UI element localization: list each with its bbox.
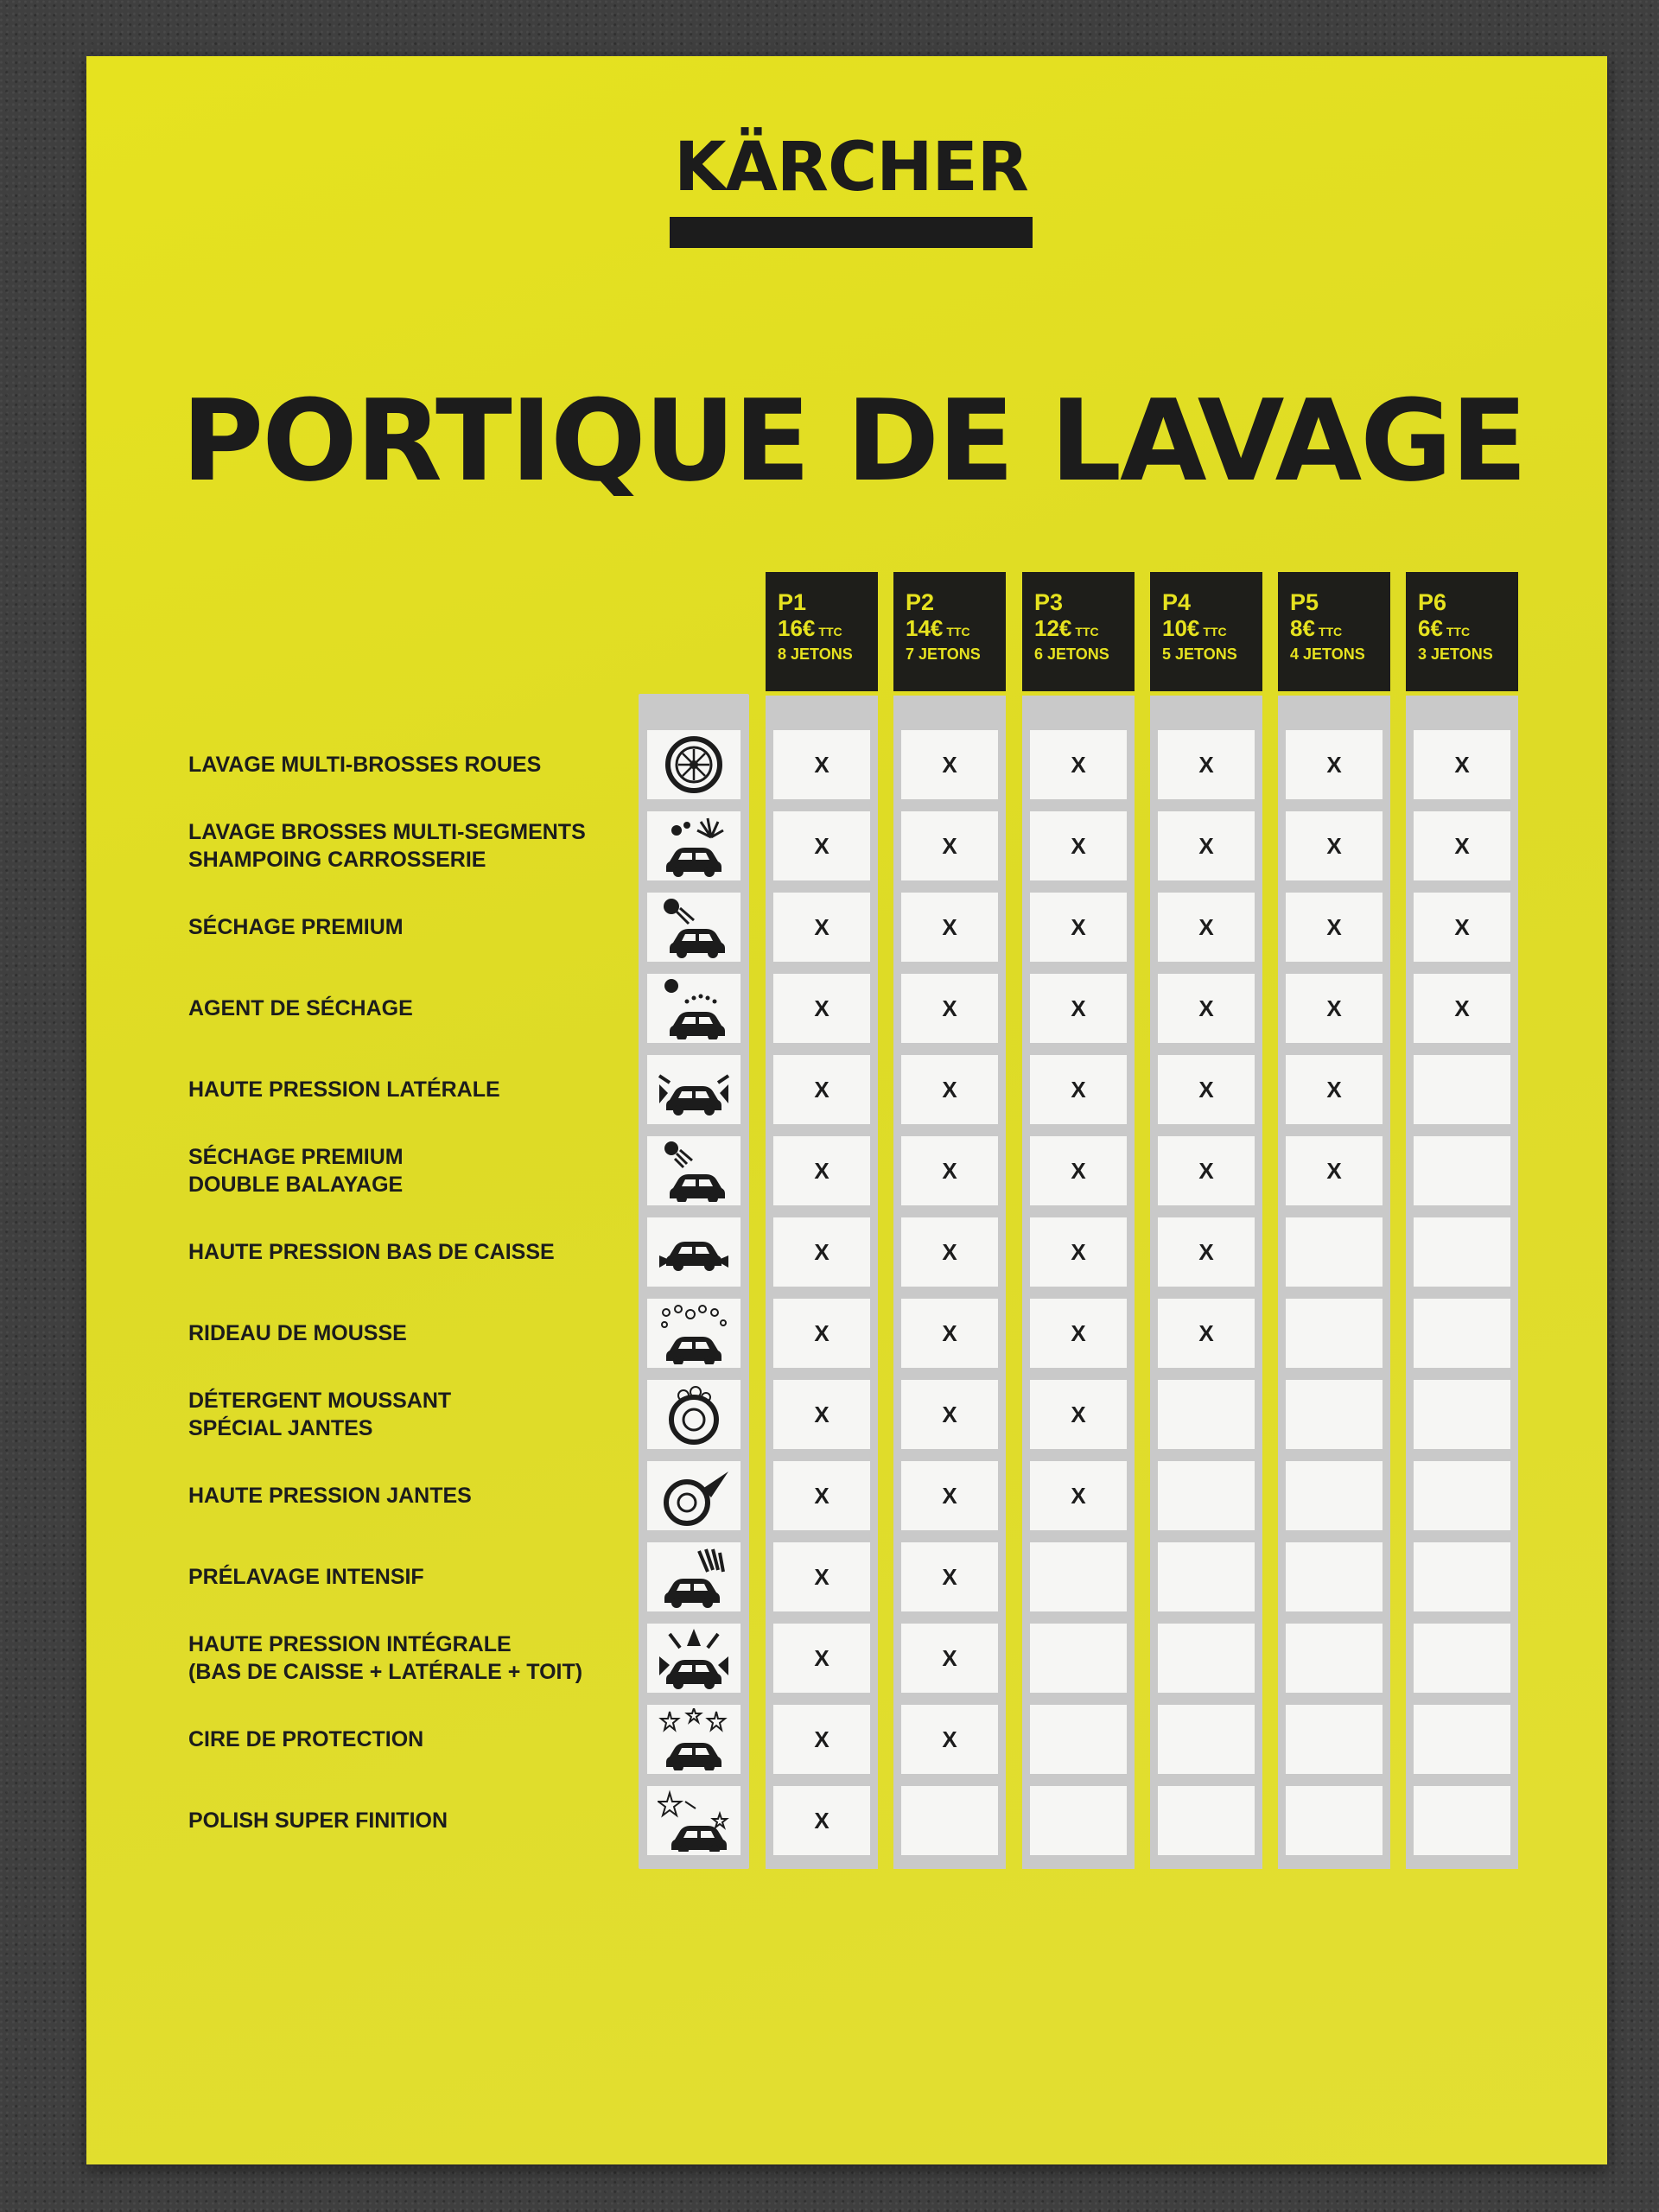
feature-check-cell [1414, 1705, 1510, 1774]
feature-check-cell [1286, 1624, 1382, 1693]
feature-label: LAVAGE BROSSES MULTI-SEGMENTS SHAMPOING CARROSSERIE [188, 820, 586, 872]
feature-label: POLISH SUPER FINITION [188, 1808, 448, 1833]
feature-check-cell [1030, 1624, 1127, 1693]
feature-check-cell [1286, 1380, 1382, 1449]
service-icon-cell [647, 811, 741, 880]
plan-tokens: 5 JETONS [1162, 645, 1237, 663]
plan-column-p4 [1150, 572, 1262, 1872]
underbody-pressure-icon [658, 1221, 730, 1283]
service-icon-cell [647, 1705, 741, 1774]
plan-price [1162, 615, 1262, 645]
feature-check-cell: X [773, 893, 870, 962]
feature-check-cell [1414, 1542, 1510, 1611]
feature-check-cell: X [901, 1542, 998, 1611]
feature-check-cell: X [773, 1380, 870, 1449]
plan-price [906, 615, 1006, 645]
feature-label: HAUTE PRESSION JANTES [188, 1484, 472, 1508]
feature-check-cell [1158, 1624, 1255, 1693]
foam-curtain-icon [658, 1302, 730, 1364]
plan-tokens: 6 JETONS [1034, 645, 1109, 663]
service-icon-cell [647, 1786, 741, 1855]
feature-check-cell: X [1414, 974, 1510, 1043]
feature-label: LAVAGE MULTI-BROSSES ROUES [188, 753, 542, 777]
feature-check-cell: X [1286, 730, 1382, 799]
feature-check-cell: X [901, 1461, 998, 1530]
feature-check-cell: X [1158, 1299, 1255, 1368]
plan-tokens: 8 JETONS [778, 645, 853, 663]
feature-label: CIRE DE PROTECTION [188, 1727, 424, 1751]
feature-label: HAUTE PRESSION INTÉGRALE (BAS DE CAISSE + LATÉRALE + TOIT) [188, 1632, 583, 1684]
feature-check-cell: X [1286, 811, 1382, 880]
plan-price-value: 14€ [906, 615, 944, 641]
plan-price [1290, 615, 1390, 645]
feature-check-cell: X [1158, 1136, 1255, 1205]
feature-check-cell: X [901, 811, 998, 880]
feature-check-cell [901, 1786, 998, 1855]
side-pressure-icon [658, 1058, 730, 1121]
service-icon-cell [647, 1380, 741, 1449]
feature-check-cell: X [901, 1624, 998, 1693]
feature-check-cell: X [773, 974, 870, 1043]
double-dryer-icon [658, 1140, 730, 1202]
feature-check-cell: X [1030, 893, 1127, 962]
feature-check-cell: X [773, 1299, 870, 1368]
service-icon-cell [647, 1542, 741, 1611]
feature-check-cell: X [901, 1217, 998, 1287]
feature-check-cell: X [1030, 1380, 1127, 1449]
plan-ttc: TTC [1318, 625, 1343, 639]
feature-check-cell: X [773, 730, 870, 799]
plan-name: P6 [1418, 589, 1447, 615]
feature-check-cell: X [1158, 1055, 1255, 1124]
plan-header [1278, 572, 1390, 691]
service-icon-cell [647, 1461, 741, 1530]
wax-icon [658, 1708, 730, 1770]
feature-check-cell [1414, 1299, 1510, 1368]
plan-tokens: 7 JETONS [906, 645, 981, 663]
plan-body [1406, 696, 1518, 1869]
logo-bar [670, 217, 1033, 248]
drying-agent-icon [658, 977, 730, 1039]
plan-name: P5 [1290, 589, 1319, 615]
feature-label: HAUTE PRESSION LATÉRALE [188, 1077, 500, 1102]
feature-check-cell: X [1030, 1217, 1127, 1287]
plan-header [1150, 572, 1262, 691]
karcher-logo [670, 129, 1033, 248]
plan-name: P1 [778, 589, 807, 615]
rim-pressure-icon [658, 1465, 730, 1527]
plan-column-p5 [1278, 572, 1390, 1872]
feature-check-cell [1030, 1705, 1127, 1774]
brand-name: KÄRCHER [674, 129, 1028, 207]
feature-check-cell [1286, 1299, 1382, 1368]
plan-header [766, 572, 878, 691]
feature-check-cell: X [901, 1136, 998, 1205]
rim-foam-icon [658, 1383, 730, 1446]
feature-check-cell: X [1414, 893, 1510, 962]
plan-column-p6 [1406, 572, 1518, 1872]
full-pressure-icon [658, 1627, 730, 1689]
feature-check-cell: X [1158, 974, 1255, 1043]
plan-header [1022, 572, 1135, 691]
wheel-brush-icon [658, 734, 730, 796]
plan-ttc: TTC [1203, 625, 1227, 639]
feature-check-cell [1286, 1461, 1382, 1530]
feature-check-cell [1158, 1461, 1255, 1530]
plan-tokens: 4 JETONS [1290, 645, 1365, 663]
service-icon-cell [647, 1136, 741, 1205]
prewash-icon [658, 1546, 730, 1608]
service-icon-column [639, 694, 749, 1869]
feature-check-cell: X [1030, 730, 1127, 799]
feature-check-cell [1158, 1380, 1255, 1449]
feature-check-cell: X [1158, 1217, 1255, 1287]
plan-name: P4 [1162, 589, 1192, 615]
feature-label: SÉCHAGE PREMIUM [188, 915, 404, 939]
feature-check-cell: X [1414, 730, 1510, 799]
feature-check-cell: X [901, 1380, 998, 1449]
feature-check-cell: X [901, 1705, 998, 1774]
feature-check-cell [1286, 1542, 1382, 1611]
feature-check-cell [1158, 1705, 1255, 1774]
plan-price [1034, 615, 1135, 645]
feature-check-cell: X [773, 1055, 870, 1124]
plan-column-p1 [766, 572, 878, 1872]
feature-check-cell: X [901, 730, 998, 799]
plan-price-value: 16€ [778, 615, 816, 641]
feature-check-cell [1414, 1055, 1510, 1124]
feature-check-cell: X [901, 893, 998, 962]
feature-check-cell: X [1030, 1055, 1127, 1124]
plan-price-value: 8€ [1290, 615, 1315, 641]
feature-check-cell [1158, 1542, 1255, 1611]
feature-check-cell: X [773, 1136, 870, 1205]
plan-ttc: TTC [818, 625, 842, 639]
plan-name: P3 [1034, 589, 1064, 615]
plan-price [778, 615, 878, 645]
feature-check-cell: X [773, 1542, 870, 1611]
plan-body [1150, 696, 1262, 1869]
feature-check-cell: X [1030, 1299, 1127, 1368]
feature-check-cell: X [1286, 893, 1382, 962]
feature-check-cell: X [901, 974, 998, 1043]
plan-price [1418, 615, 1518, 645]
page-title: PORTIQUE DE LAVAGE [181, 375, 1526, 506]
feature-check-cell: X [773, 1461, 870, 1530]
plan-body [766, 696, 878, 1869]
feature-label: PRÉLAVAGE INTENSIF [188, 1565, 424, 1589]
service-icon-cell [647, 1217, 741, 1287]
plan-ttc: TTC [1446, 625, 1471, 639]
feature-check-cell [1030, 1786, 1127, 1855]
polish-icon [658, 1789, 730, 1852]
feature-check-cell [1286, 1217, 1382, 1287]
feature-check-cell: X [773, 1217, 870, 1287]
feature-check-cell [1414, 1380, 1510, 1449]
feature-check-cell: X [1158, 811, 1255, 880]
feature-check-cell [1414, 1624, 1510, 1693]
plan-column-p2 [893, 572, 1006, 1872]
plan-price-value: 12€ [1034, 615, 1072, 641]
feature-check-cell: X [1286, 974, 1382, 1043]
price-poster [86, 56, 1607, 2164]
feature-check-cell: X [773, 1624, 870, 1693]
plan-body [893, 696, 1006, 1869]
feature-check-cell: X [1414, 811, 1510, 880]
service-icon-cell [647, 730, 741, 799]
service-icon-cell [647, 893, 741, 962]
plan-price-value: 10€ [1162, 615, 1200, 641]
plan-column-p3 [1022, 572, 1135, 1872]
feature-label: RIDEAU DE MOUSSE [188, 1321, 407, 1345]
plan-ttc: TTC [946, 625, 970, 639]
feature-check-cell: X [1158, 893, 1255, 962]
feature-check-cell: X [901, 1055, 998, 1124]
feature-check-cell [1414, 1217, 1510, 1287]
feature-check-cell: X [1030, 1461, 1127, 1530]
feature-check-cell: X [1030, 974, 1127, 1043]
plan-name: P2 [906, 589, 935, 615]
feature-check-cell [1414, 1136, 1510, 1205]
service-icon-cell [647, 1055, 741, 1124]
feature-check-cell: X [901, 1299, 998, 1368]
service-icon-cell [647, 1624, 741, 1693]
feature-check-cell: X [1158, 730, 1255, 799]
feature-check-cell: X [773, 1786, 870, 1855]
feature-check-cell [1414, 1786, 1510, 1855]
feature-check-cell: X [1286, 1055, 1382, 1124]
plan-ttc: TTC [1075, 625, 1099, 639]
feature-check-cell: X [1030, 1136, 1127, 1205]
feature-check-cell: X [773, 1705, 870, 1774]
plan-header [893, 572, 1006, 691]
feature-check-cell [1158, 1786, 1255, 1855]
plan-tokens: 3 JETONS [1418, 645, 1493, 663]
plan-body [1022, 696, 1135, 1869]
feature-check-cell [1414, 1461, 1510, 1530]
feature-check-cell: X [773, 811, 870, 880]
feature-check-cell [1286, 1786, 1382, 1855]
plan-price-value: 6€ [1418, 615, 1443, 641]
feature-check-cell: X [1286, 1136, 1382, 1205]
service-icon-cell [647, 974, 741, 1043]
feature-label: HAUTE PRESSION BAS DE CAISSE [188, 1240, 555, 1264]
plan-header [1406, 572, 1518, 691]
service-icon-cell [647, 1299, 741, 1368]
feature-check-cell [1286, 1705, 1382, 1774]
shampoo-brush-icon [658, 815, 730, 877]
plan-body [1278, 696, 1390, 1869]
feature-label: SÉCHAGE PREMIUM DOUBLE BALAYAGE [188, 1145, 404, 1197]
feature-label: AGENT DE SÉCHAGE [188, 996, 413, 1020]
feature-label: DÉTERGENT MOUSSANT SPÉCIAL JANTES [188, 1389, 452, 1440]
feature-check-cell: X [1030, 811, 1127, 880]
dryer-icon [658, 896, 730, 958]
feature-check-cell [1030, 1542, 1127, 1611]
